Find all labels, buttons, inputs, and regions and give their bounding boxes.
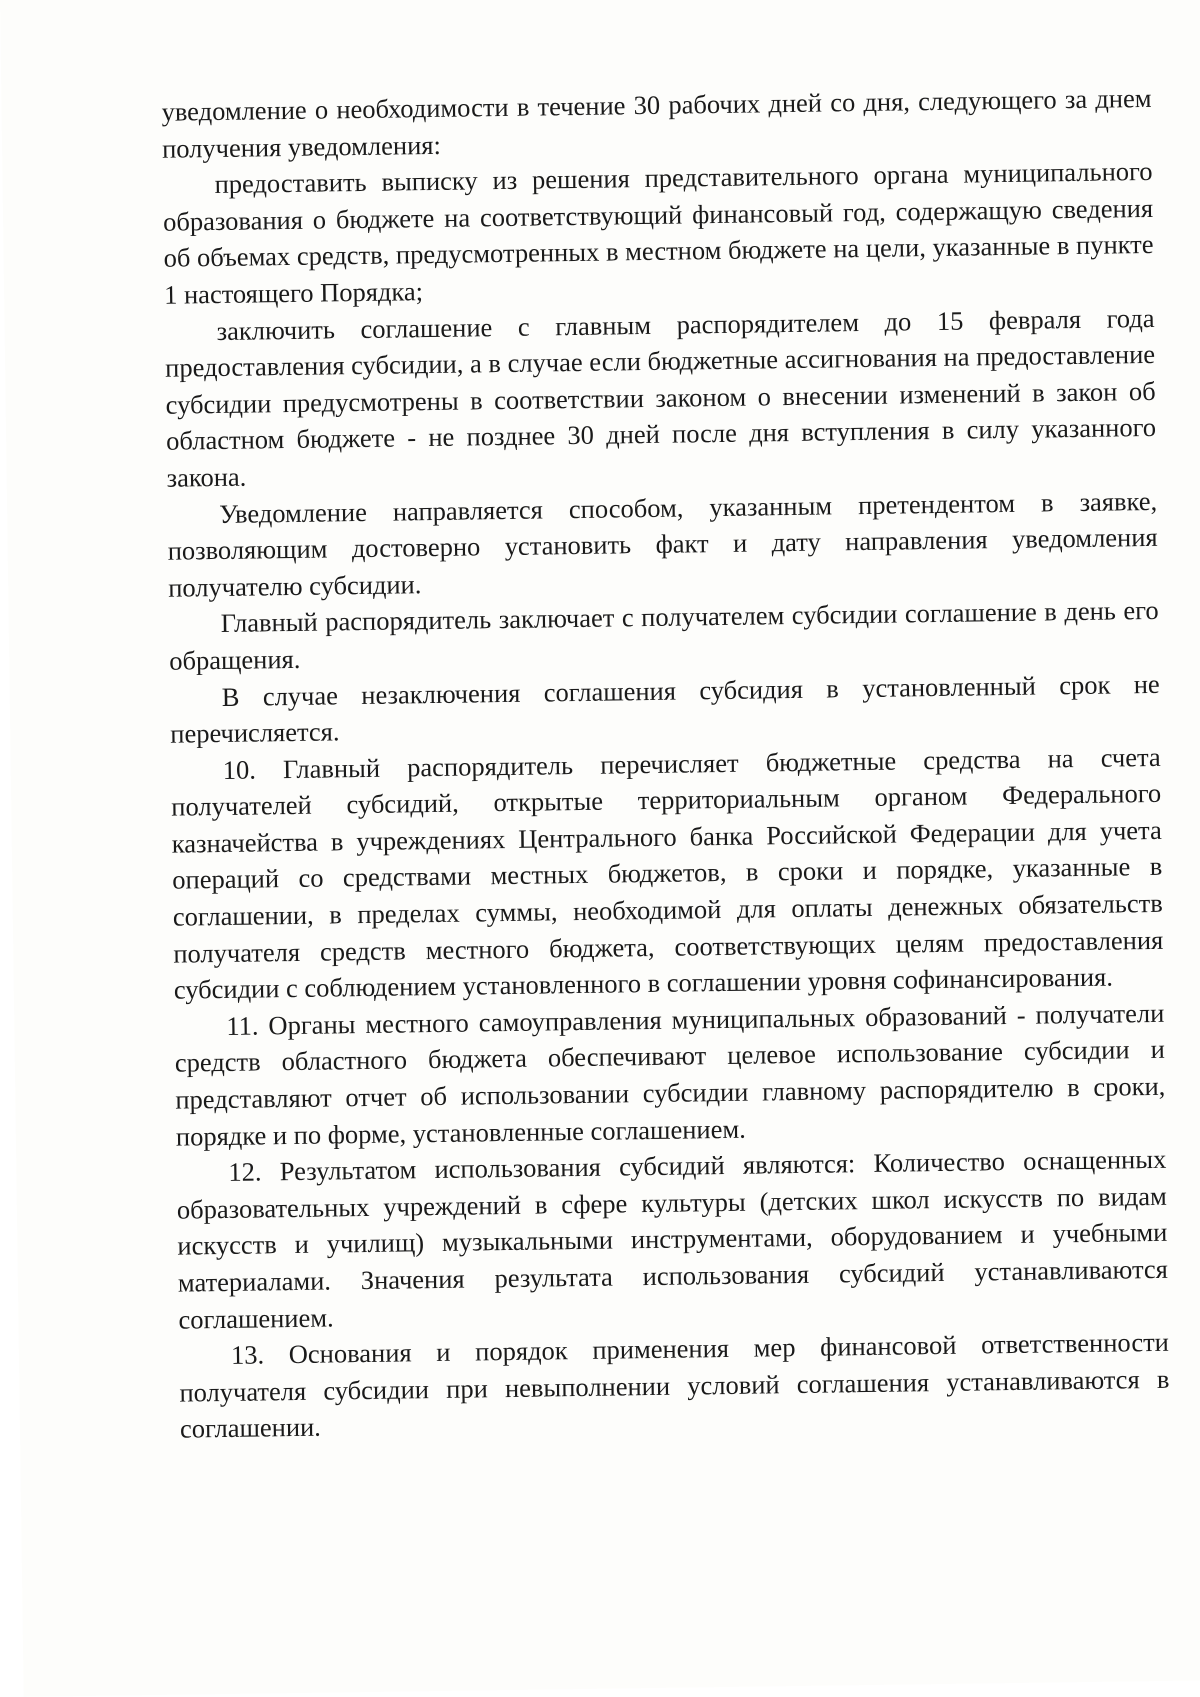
- paragraph-agreement-day: Главный распорядитель заключает с получателем субсидии соглашение в день его обращения.: [169, 595, 1159, 676]
- paragraph-item-12: 12. Результатом использования субсидий являются: Количество оснащенных образовательных учреждений в сфере культуры (детских школ искусств по видам искусств и училищ) музыкальными инструментами, оборудованием и учебными материалами. Значения результата использования субсидий устанавливаются соглашением.: [176, 1144, 1169, 1335]
- paragraph-conclude-agreement: заключить соглашение с главным распорядителем до 15 февраля года предоставления субсидии, а в случае если бюджетные ассигнования на предоставление субсидии предусмотрены в соответствии законом о внесении изменений в закон об областном бюджете - не позднее 30 дней после дня вступления в силу указанного закона.: [164, 302, 1157, 493]
- paragraph-non-conclusion: В случае незаключения соглашения субсидия в установленный срок не перечисляется.: [170, 668, 1160, 749]
- paragraph-item-13: 13. Основания и порядок применения мер финансовой ответственности получателя субсидии при невыполнении условий соглашения устанавливаются в соглашении.: [179, 1327, 1170, 1445]
- paragraph-item-10: 10. Главный распорядитель перечисляет бюджетные средства на счета получателей субсидий, открытые территориальным органом Федерального казначейства в учреждениях Центрального банка Российской Федерации для учета операций со средствами местных бюджетов, в сроки и порядке, указанные в соглашении, в пределах суммы, необходимой для оплаты денежных обязательств получателя средств местного бюджета, соответствующих целям предоставления субсидии с соблюдением установленного в соглашении уровня софинансирования.: [171, 741, 1164, 1005]
- paragraph-notice-method: Уведомление направляется способом, указанным претендентом в заявке, позволяющим достоверно установить факт и дату направления уведомления получателю субсидии.: [167, 485, 1158, 603]
- paragraph-notice-intro: уведомление о необходимости в течение 30 рабочих дней со дня, следующего за днем получения уведомления:: [161, 82, 1152, 164]
- paragraph-item-11: 11. Органы местного самоуправления муниципальных образований - получатели средств областного бюджета обеспечивают целевое использование субсидии и представляют отчет об использовании субсидии главному распорядителю в сроки, порядке и по форме, установленные соглашением.: [174, 997, 1166, 1152]
- paragraph-provide-extract: предоставить выписку из решения представительного органа муниципального образования о бюджете на соответствующий финансовый год, содержащую сведения об объемах средств, предусмотренных в местном бюджете на цели, указанные в пункте 1 настоящего Порядка;: [162, 156, 1154, 310]
